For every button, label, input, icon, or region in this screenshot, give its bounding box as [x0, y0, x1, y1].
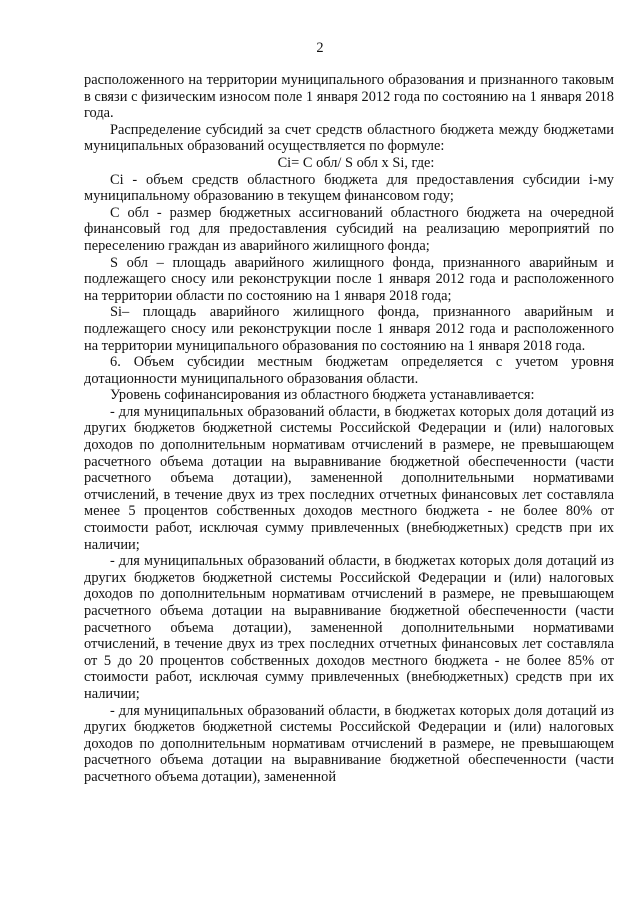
- list-item-below-5-percent: - для муниципальных образований области, в бюджетах которых доля дотаций из других бюджетов бюджетной системы Российской Федерации и (или) налоговых доходов по дополнительным нормативам отчислений в размере, не превышающем расчетного объема дотации на выравнивание бюджетной обеспеченности (части расчетного объема дотации), замененной дополнительными нормативами отчислений, в течение двух из трех последних отчетных финансовых лет составляла менее 5 процентов собственных доходов местного бюджета - не более 80% от стоимости работ, исключая сумму привлеченных (внебюджетных) средств при их наличии;: [84, 403, 614, 553]
- document-body: [84, 72, 614, 786]
- definition-s-obl: S обл – площадь аварийного жилищного фонда, признанного аварийным и подлежащего сносу или реконструкции после 1 января 2012 года и расположенного на территории области по состоянию на 1 января 2018 года;: [84, 254, 614, 304]
- definition-ci: Ci - объем средств областного бюджета для предоставления субсидии i-му муниципальному образованию в текущем финансовом году;: [84, 171, 614, 205]
- list-item-5-to-20-percent: - для муниципальных образований области, в бюджетах которых доля дотаций из других бюджетов бюджетной системы Российской Федерации и (или) налоговых доходов по дополнительным нормативам отчислений в размере, не превышающем расчетного объема дотации на выравнивание бюджетной обеспеченности (части расчетного объема дотации), замененной дополнительными нормативами отчислений, в течение двух из трех последних отчетных финансовых лет составляла от 5 до 20 процентов собственных доходов местного бюджета - не более 85% от стоимости работ, исключая сумму привлеченных (внебюджетных) средств при их наличии;: [84, 553, 614, 702]
- formula: Ci= С обл/ S обл x Si, где:: [277, 154, 435, 171]
- definition-si: Si– площадь аварийного жилищного фонда, признанного аварийным и подлежащего сносу или реконструкции после 1 января 2012 года и расположенного на территории муниципального образования по состоянию на 1 января 2018 года.: [84, 304, 614, 354]
- paragraph-distribution-intro: Распределение субсидий за счет средств областного бюджета между бюджетами муниципальных образований осуществляется по формуле:: [84, 121, 614, 155]
- definition-c-obl: С обл - размер бюджетных ассигнований областного бюджета на очередной финансовый год для предоставления субсидий на реализацию мероприятий по переселению граждан из аварийного жилищного фонда;: [84, 204, 614, 254]
- paragraph-cofinancing-level: Уровень софинансирования из областного бюджета устанавливается:: [110, 387, 535, 404]
- list-item-third-tier: - для муниципальных образований области, в бюджетах которых доля дотаций из других бюджетов бюджетной системы Российской Федерации и (или) налоговых доходов по дополнительным нормативам отчислений в размере, не превышающем расчетного объема дотации на выравнивание бюджетной обеспеченности (части расчетного объема дотации), замененной: [84, 702, 614, 785]
- paragraph-6-subsidy-volume: 6. Объем субсидии местным бюджетам определяется с учетом уровня дотационности муниципального образования области.: [84, 354, 614, 387]
- paragraph-continuation: расположенного на территории муниципального образования и признанного таковым в связи с физическим износом поле 1 января 2012 года по состоянию на 1 января 2018 года.: [84, 72, 614, 122]
- page-number: 2: [316, 40, 324, 56]
